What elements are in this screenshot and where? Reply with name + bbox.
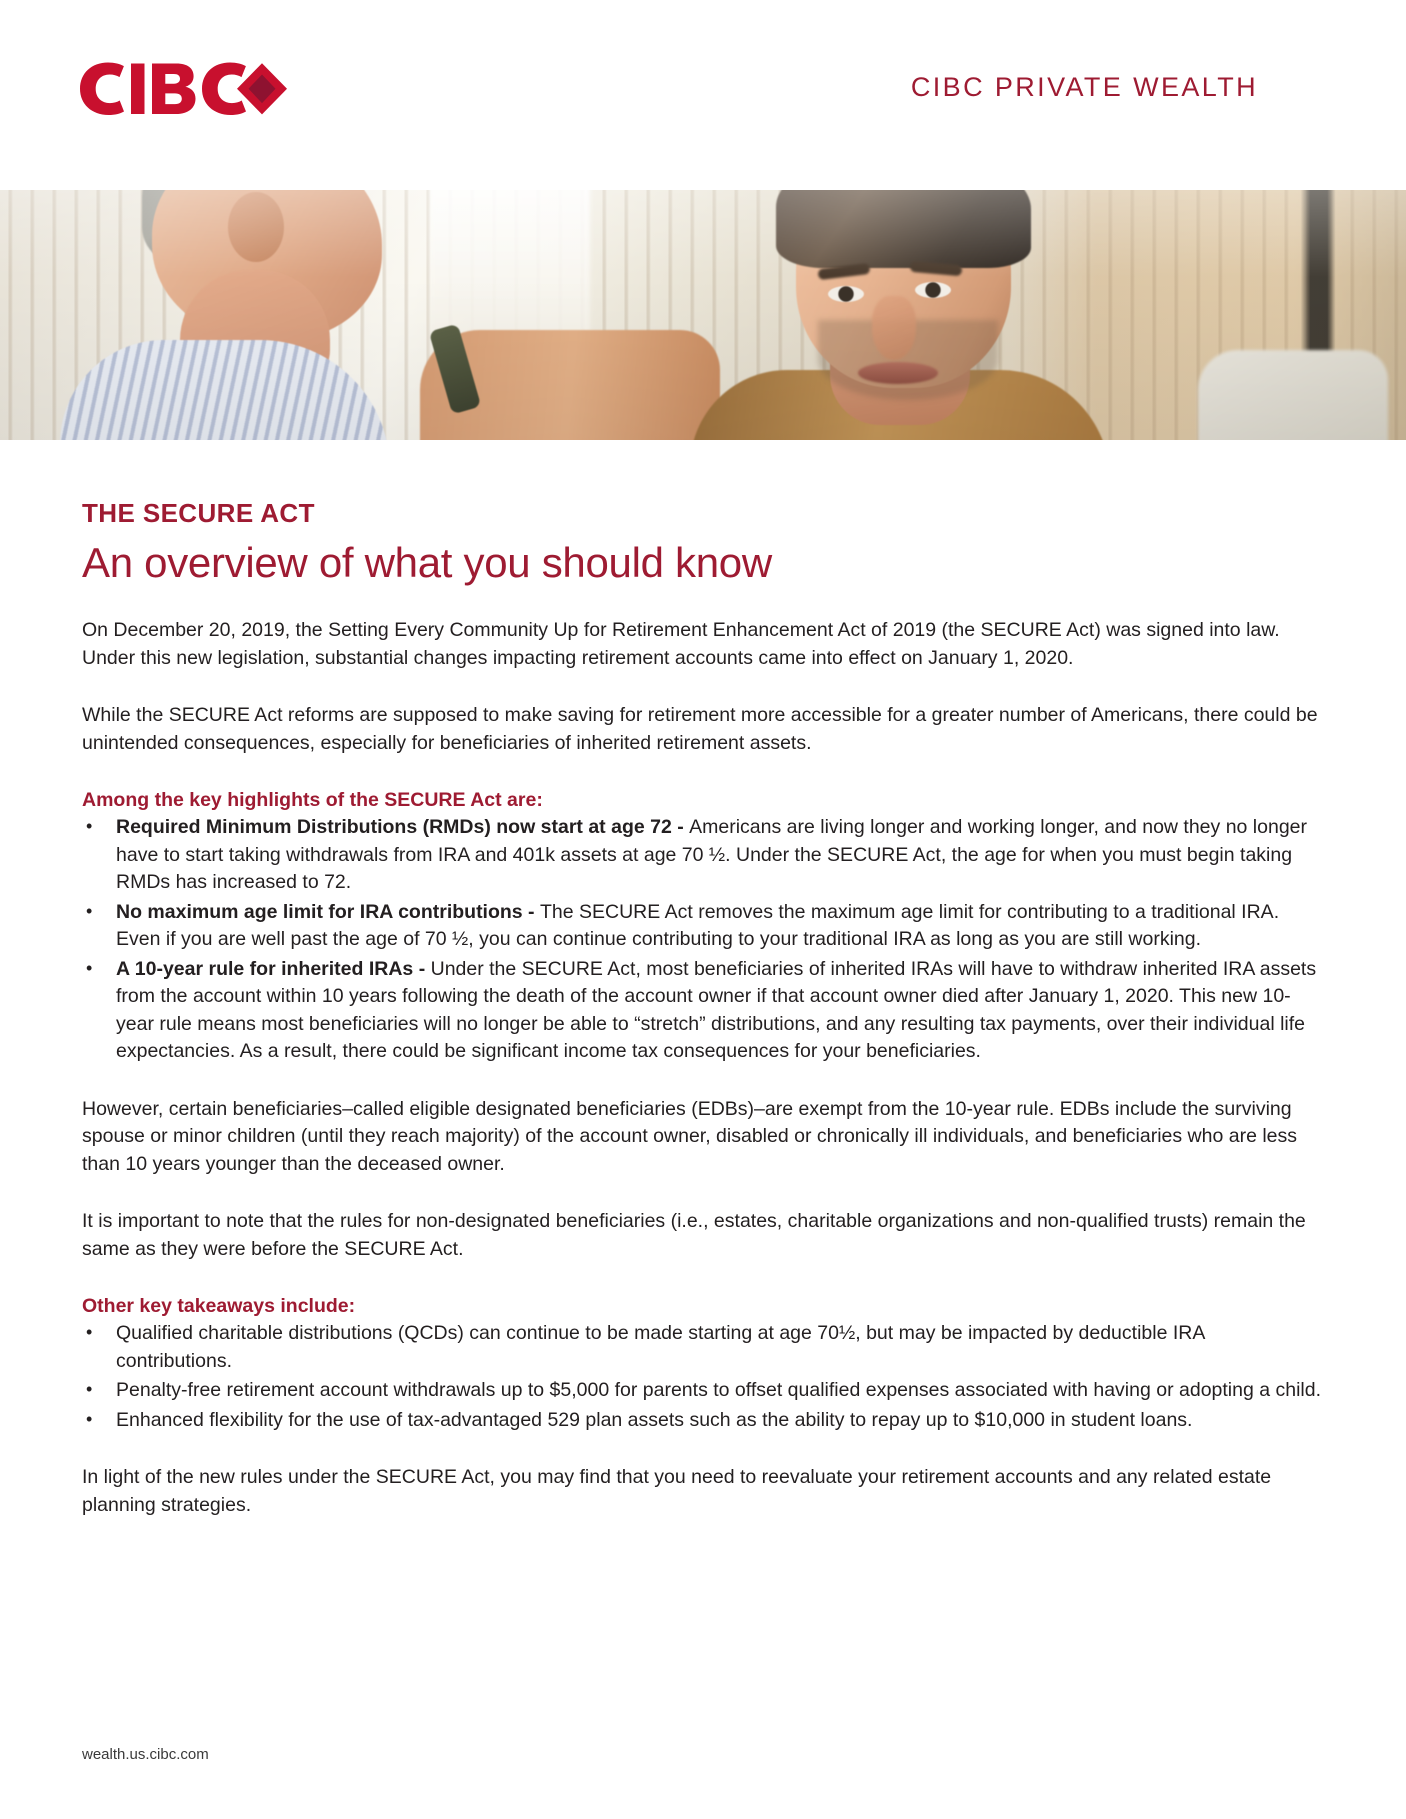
banner-wall-panel xyxy=(430,190,590,390)
left-person-hair xyxy=(142,190,357,274)
banner-wristwatch xyxy=(429,324,482,415)
list-item xyxy=(82,814,1324,897)
cibc-logo[interactable] xyxy=(78,60,288,118)
right-person-shoulder xyxy=(690,370,1110,440)
right-person-brow-right xyxy=(910,261,963,276)
highlight-text: Under the SECURE Act, most beneficiaries of inherited IRAs will have to withdraw inherited IRA assets from the account within 10 years following the death of the account owner if that account owner died after January 1, 2020. This new 10-year rule means most beneficiaries will no longer be able to “stretch” distributions, and any resulting tax payments, over their individual life expectancies. As a result, there could be significant income tax consequences for your beneficiaries. xyxy=(116,957,1317,1062)
banner-person-left xyxy=(60,190,420,440)
right-person-brow-left xyxy=(818,263,871,280)
body-paragraph-4: It is important to note that the rules for non-designated beneficiaries (i.e., estates, charitable organizations and non-qualified trusts) remain the same as they were before the SECURE Act. xyxy=(82,1210,1306,1260)
right-person-eye-right xyxy=(915,282,951,298)
highlight-lead: No maximum age limit for IRA contributions - xyxy=(116,900,540,923)
highlight-text: The SECURE Act removes the maximum age limit for contributing to a traditional IRA. Even if you are well past the age of 70 ½, you can continue contributing to your traditional IRA as long as you are still working. xyxy=(116,900,1280,950)
left-person-head xyxy=(152,190,382,340)
takeaways-list xyxy=(82,1320,1324,1434)
right-person-hair xyxy=(776,190,1031,268)
banner-arm xyxy=(420,330,720,440)
right-person-neck xyxy=(830,315,970,425)
highlights-heading: Among the key highlights of the SECURE Act are: xyxy=(82,789,543,811)
document-content xyxy=(0,498,1406,1519)
list-item: • Qualified charitable distributions (QCDs) can continue to be made starting at age 70½, but may be impacted by deductible IRA contributions. xyxy=(82,1320,1324,1375)
banner-cushion xyxy=(1198,350,1388,440)
highlight-lead: A 10-year rule for inherited IRAs - xyxy=(116,957,431,980)
page-eyebrow: THE SECURE ACT xyxy=(82,498,315,528)
body-paragraph-3: However, certain beneficiaries–called eligible designated beneficiaries (EDBs)–are exempt from the 10-year rule. EDBs include the surviving spouse or minor children (until they reach majority) of the account owner, disabled or chronically ill individuals, and beneficiaries who are less than 10 years younger than the deceased owner. xyxy=(82,1097,1298,1175)
cibc-wordmark-icon xyxy=(78,60,288,118)
cibc-diamond-icon xyxy=(237,63,287,114)
highlight-text: Americans are living longer and working longer, and now they no longer have to start taking withdrawals from IRA and 401k assets at age 70 ½. Under the SECURE Act, the age for when you must begin taking RMDs has increased to 72. xyxy=(116,816,1308,893)
right-person-face xyxy=(796,190,1011,388)
right-person-stubble xyxy=(818,320,998,400)
list-item: • Enhanced flexibility for the use of tax-advantaged 529 plan assets such as the ability to repay up to $10,000 in student loans. xyxy=(82,1407,1324,1435)
highlight-lead: Required Minimum Distributions (RMDs) now start at age 72 - xyxy=(116,816,690,838)
right-person-eye-left xyxy=(828,286,864,302)
list-item: • Penalty-free retirement account withdrawals up to $5,000 for parents to offset qualified expenses associated with having or adopting a child. xyxy=(82,1377,1324,1405)
list-item xyxy=(82,956,1324,1066)
takeaways-heading: Other key takeaways include: xyxy=(82,1295,356,1317)
hero-banner-image xyxy=(0,190,1406,440)
page-header xyxy=(0,0,1406,190)
left-person-ear xyxy=(228,192,284,262)
closing-paragraph: In light of the new rules under the SECURE Act, you may find that you need to reevaluate your retirement accounts and any related estate planning strategies. xyxy=(82,1466,1272,1516)
intro-paragraph-2: While the SECURE Act reforms are supposed to make saving for retirement more accessible for a greater number of Americans, there could be unintended consequences, especially for beneficiaries of inherited retirement assets. xyxy=(82,704,1318,754)
right-person-nose xyxy=(872,296,916,360)
footer-url[interactable]: wealth.us.cibc.com xyxy=(82,1746,209,1763)
right-person-mouth xyxy=(858,362,938,384)
page-title: An overview of what you should know xyxy=(82,539,772,586)
banner-person-right xyxy=(700,190,1100,440)
left-person-neck xyxy=(180,270,330,390)
left-person-shirt xyxy=(60,340,390,440)
brand-title: CIBC PRIVATE WEALTH xyxy=(910,72,1258,102)
intro-paragraph-1: On December 20, 2019, the Setting Every Community Up for Retirement Enhancement Act of 2019 (the SECURE Act) was signed into law. Under this new legislation, substantial changes impacting retirement accounts came into effect on January 1, 2020. xyxy=(82,619,1280,669)
list-item xyxy=(82,899,1324,954)
banner-photo-background xyxy=(0,190,1406,440)
highlights-list xyxy=(82,814,1324,1066)
